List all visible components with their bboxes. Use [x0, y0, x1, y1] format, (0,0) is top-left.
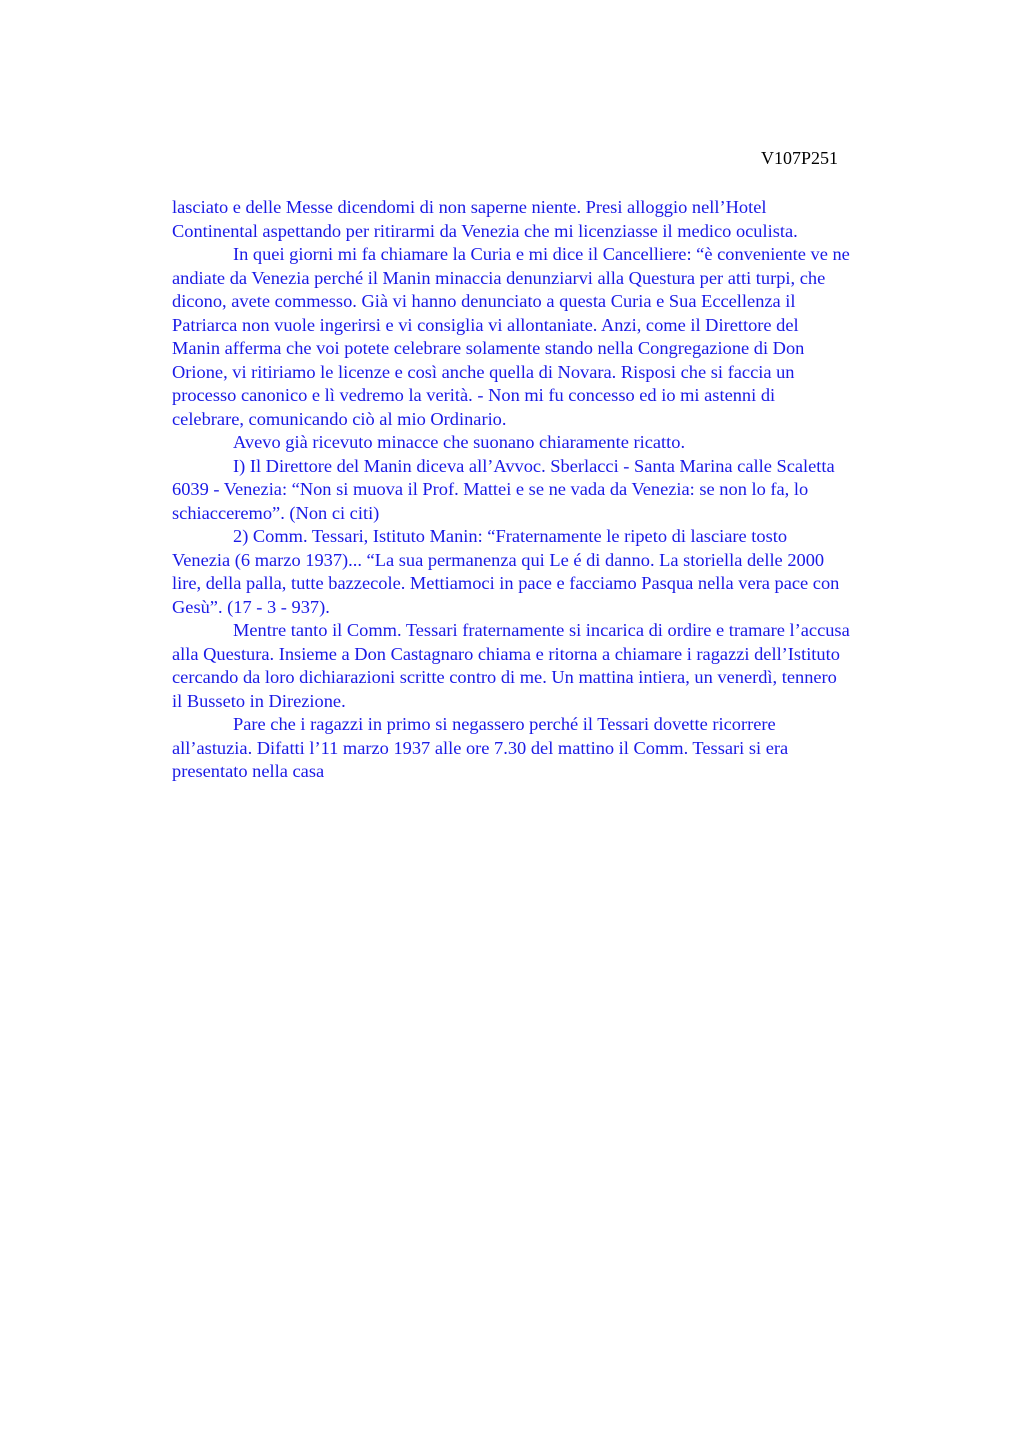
text-line: il Busseto in Direzione. [172, 690, 346, 711]
text-line: I) Il Direttore del Manin diceva all’Avvoc. Sberlacci - Santa Marina calle Scaletta [233, 455, 835, 476]
text-line: Venezia (6 marzo 1937)... “La sua permanenza qui Le é di danno. La storiella delle 2000 [172, 549, 825, 570]
text-line: alla Questura. Insieme a Don Castagnaro chiama e ritorna a chiamare i ragazzi dell’Istituto [172, 643, 840, 664]
text-line: Orione, vi ritiriamo le licenze e così anche quella di Novara. Risposi che si faccia un [172, 361, 795, 382]
text-line: Manin afferma che voi potete celebrare solamente stando nella Congregazione di Don [172, 338, 805, 358]
text-line: Mentre tanto il Comm. Tessari fraternamente si incarica di ordire e tramare l’accusa [233, 620, 850, 640]
text-line: all’astuzia. Difatti l’11 marzo 1937 alle ore 7.30 del mattino il Comm. Tessari si era [172, 737, 789, 758]
text-line: schiacceremo”. (Non ci citi) [172, 502, 380, 523]
text-line: Gesù”. (17 - 3 - 937). [172, 596, 330, 617]
text-line: Continental aspettando per ritirarmi da Venezia che mi licenziasse il medico oculista. [172, 220, 798, 241]
text-line: Pare che i ragazzi in primo si negassero perché il Tessari dovette ricorrere [233, 714, 776, 734]
text-line: andiate da Venezia perché il Manin minaccia denunziarvi alla Questura per atti turpi, che [172, 267, 826, 288]
text-line: dicono, avete commesso. Già vi hanno denunciato a questa Curia e Sua Eccellenza il [172, 291, 796, 311]
page-identifier: V107P251 [760, 148, 838, 168]
text-line: 6039 - Venezia: “Non si muova il Prof. Mattei e se ne vada da Venezia: se non lo fa, lo [172, 479, 809, 499]
document-body [172, 196, 932, 784]
text-line: presentato nella casa [172, 761, 325, 781]
text-line: Avevo già ricevuto minacce che suonano chiaramente ricatto. [233, 432, 686, 452]
text-line: cercando da loro dichiarazioni scritte contro di me. Un mattina intiera, un venerdì, tennero [172, 667, 837, 687]
text-line: In quei giorni mi fa chiamare la Curia e mi dice il Cancelliere: “è conveniente ve ne [233, 244, 850, 264]
text-line: celebrare, comunicando ciò al mio Ordinario. [172, 408, 507, 429]
text-line: Patriarca non vuole ingerirsi e vi consiglia vi allontaniate. Anzi, come il Direttore del [172, 314, 799, 335]
text-line: lire, della palla, tutte bazzecole. Mettiamoci in pace e facciamo Pasqua nella vera pace con [172, 573, 840, 593]
text-line: lasciato e delle Messe dicendomi di non saperne niente. Presi alloggio nell’Hotel [172, 197, 767, 217]
text-line: processo canonico e lì vedremo la verità. - Non mi fu concesso ed io mi astenni di [172, 385, 776, 405]
text-line: 2) Comm. Tessari, Istituto Manin: “Fraternamente le ripeto di lasciare tosto [233, 526, 788, 546]
